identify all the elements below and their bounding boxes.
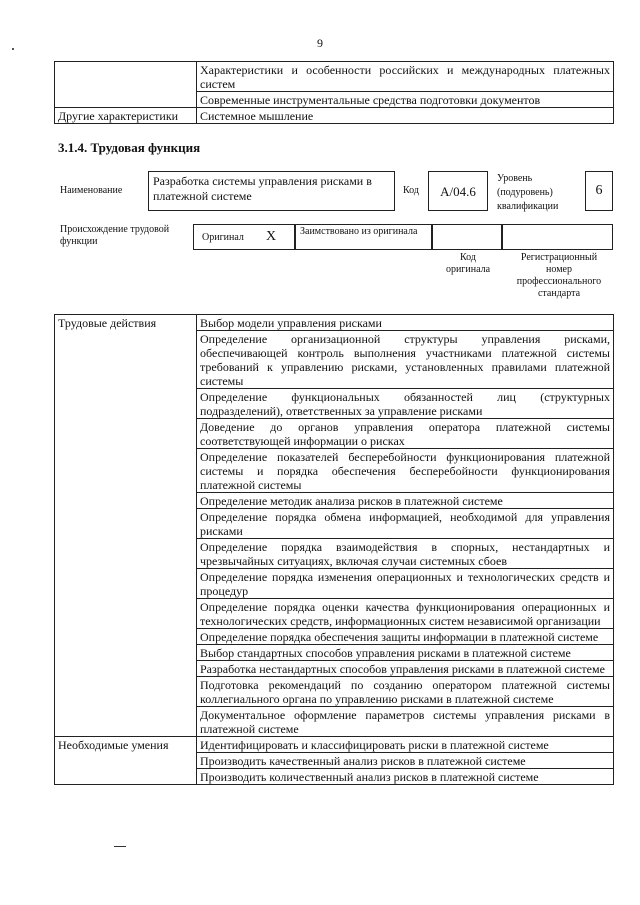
row-value: Современные инструментальные средства подготовки документов xyxy=(197,92,614,108)
original-cell xyxy=(193,224,295,250)
row-value: Определение методик анализа рисков в платежной системе xyxy=(197,493,614,509)
row-value: Определение порядка взаимодействия в спорных, нестандартных и чрезвычайных ситуациях, включая случаи системных сбоев xyxy=(197,539,614,569)
row-value: Определение организационной структуры управления рисками, обеспечивающей контроль выполнения участниками платежной системы требований к управлению рисками, установленных правилами платежной системы xyxy=(197,331,614,389)
main-table xyxy=(54,314,614,785)
row-value: Выбор модели управления рисками xyxy=(197,315,614,331)
row-label: Трудовые действия xyxy=(55,315,197,737)
borrowed-label: Заимствовано из оригинала xyxy=(300,226,418,237)
row-value: Определение порядка оценки качества функционирования операционных и технологических средств, информационных систем независимой организации xyxy=(197,599,614,629)
row-value: Документальное оформление параметров системы управления рисками в платежной системе xyxy=(197,707,614,737)
row-label: Другие характеристики xyxy=(55,108,197,124)
section-title: 3.1.4. Трудовая функция xyxy=(58,140,201,155)
table-row xyxy=(55,108,614,124)
row-value: Подготовка рекомендаций по созданию оператором платежной системы коллегиального органа по управлению рисками в платежной системе xyxy=(197,677,614,707)
level-label: Уровень (подуровень) квалификации xyxy=(497,173,559,212)
reg-number-cell xyxy=(502,224,613,250)
row-value: Доведение до органов управления оператора платежной системы соответствующей информации о рисках xyxy=(197,419,614,449)
code-original-cell xyxy=(432,224,502,250)
row-value: Определение порядка изменения операционных и технологических средств и процедур xyxy=(197,569,614,599)
row-value: Определение порядка обеспечения защиты информации в платежной системе xyxy=(197,629,614,645)
original-mark: X xyxy=(266,229,277,244)
row-value: Характеристики и особенности российских и международных платежных систем xyxy=(197,62,614,92)
function-name: Разработка системы управления рисками в платежной системе xyxy=(148,171,395,211)
row-value: Разработка нестандартных способов управления рисками в платежной системе xyxy=(197,661,614,677)
row-value: Определение показателей бесперебойности функционирования платежной системы и порядка обеспечения бесперебойности функционирования платежной системы xyxy=(197,449,614,493)
row-value: Производить количественный анализ рисков в платежной системе xyxy=(197,769,614,785)
qualification-level: 6 xyxy=(585,171,613,211)
origin-label: Происхождение трудовой функции xyxy=(60,224,170,247)
code-label: Код xyxy=(403,185,419,196)
code-original-label: Код оригинала xyxy=(445,252,491,275)
row-value: Идентифицировать и классифицировать риски в платежной системе xyxy=(197,737,614,753)
scan-mark xyxy=(114,846,126,847)
function-code: А/04.6 xyxy=(428,171,488,211)
table-row xyxy=(55,315,614,331)
row-value: Системное мышление xyxy=(197,108,614,124)
table-row xyxy=(55,62,614,92)
row-label xyxy=(55,62,197,108)
name-label: Наименование xyxy=(60,185,123,196)
row-value: Выбор стандартных способов управления рисками в платежной системе xyxy=(197,645,614,661)
page-number: 9 xyxy=(317,36,323,50)
borrowed-cell xyxy=(295,224,432,250)
top-table xyxy=(54,61,614,124)
row-value: Определение функциональных обязанностей лиц (структурных подразделений), ответственных за управление рисками xyxy=(197,389,614,419)
reg-number-label: Регистрационный номер профессионального стандарта xyxy=(516,252,602,299)
original-label: Оригинал xyxy=(202,232,244,243)
table-row xyxy=(55,737,614,753)
row-value: Определение порядка обмена информацией, необходимой для управления рисками xyxy=(197,509,614,539)
row-value: Производить качественный анализ рисков в платежной системе xyxy=(197,753,614,769)
row-label: Необходимые умения xyxy=(55,737,197,785)
